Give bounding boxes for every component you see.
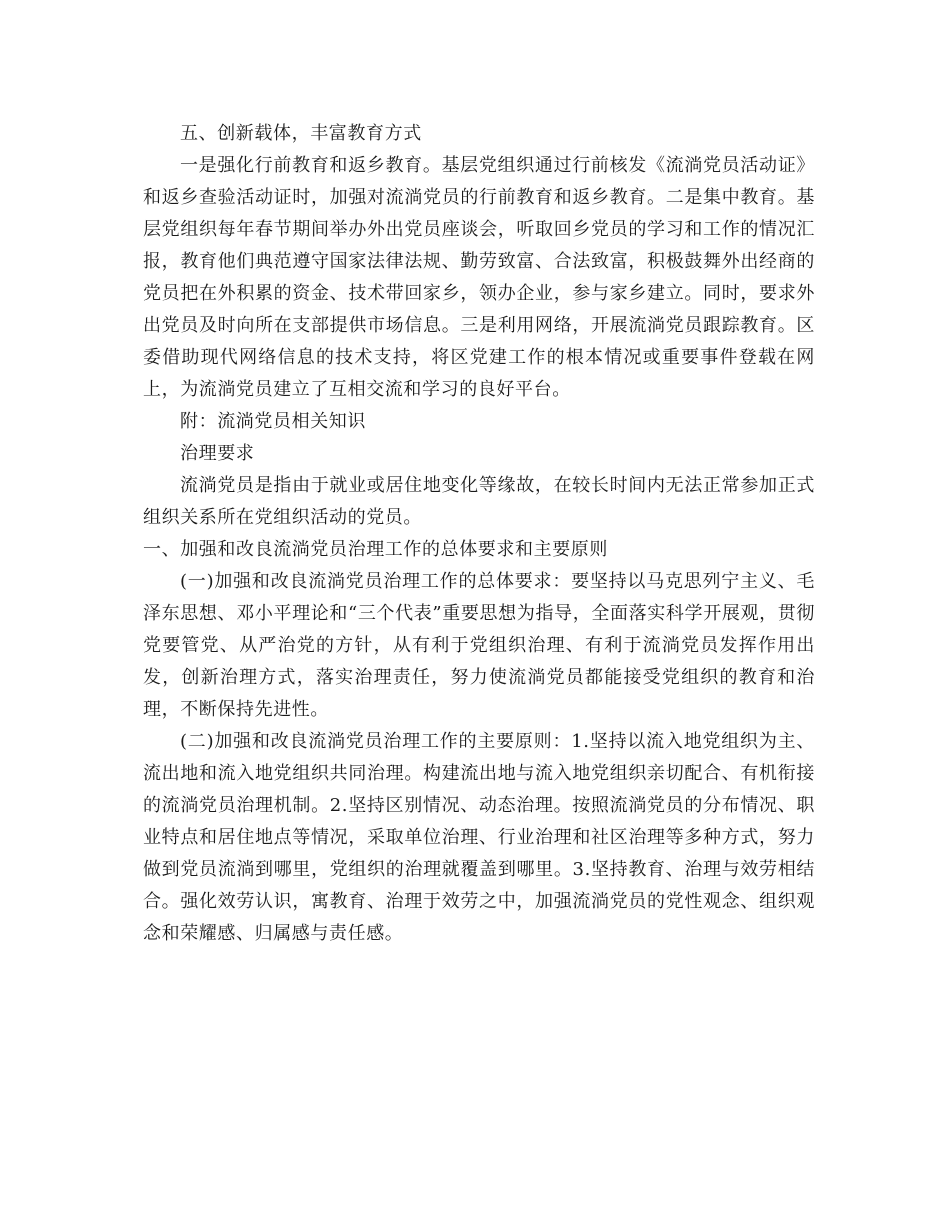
paragraph-main-principles: (二)加强和改良流淌党员治理工作的主要原则：1.坚持以流入地党组织为主、流出地和流入地党组织共同治理。构建流出地与流入地党组织亲切配合、有机衔接的流淌党员治理机制。2.坚持区别情况、动态治理。按照流淌党员的分布情况、职业特点和居住地点等情况，采取单位治理、行业治理和社区治理等多种方式，努力做到党员流淌到哪里，党组织的治理就覆盖到哪里。3.坚持教育、治理与效劳相结合。强化效劳认识，寓教育、治理于效劳之中，加强流淌党员的党性观念、组织观念和荣耀感、归属感与责任感。 <box>143 731 815 944</box>
section-heading-1: 一、加强和改良流淌党员治理工作的总体要求和主要原则 <box>143 539 608 560</box>
document-body <box>143 118 815 950</box>
subheading-requirements: 治理要求 <box>180 443 255 464</box>
appendix-heading: 附：流淌党员相关知识 <box>180 411 366 432</box>
paragraph-education-methods: 一是强化行前教育和返乡教育。基层党组织通过行前核发《流淌党员活动证》和返乡查验活动证时，加强对流淌党员的行前教育和返乡教育。二是集中教育。基层党组织每年春节期间举办外出党员座谈会，听取回乡党员的学习和工作的情况汇报，教育他们典范遵守国家法律法规、勤劳致富、合法致富，积极鼓舞外出经商的党员把在外积累的资金、技术带回家乡，领办企业，参与家乡建立。同时，要求外出党员及时向所在支部提供市场信息。三是利用网络，开展流淌党员跟踪教育。区委借助现代网络信息的技术支持，将区党建工作的根本情况或重要事件登载在网上，为流淌党员建立了互相交流和学习的良好平台。 <box>143 155 815 400</box>
paragraph-general-requirements: (一)加强和改良流淌党员治理工作的总体要求：要坚持以马克思列宁主义、毛泽东思想、邓小平理论和“三个代表”重要思想为指导，全面落实科学开展观，贯彻党要管党、从严治党的方针，从有利于党组织治理、有利于流淌党员发挥作用出发，创新治理方式，落实治理责任，努力使流淌党员都能接受党组织的教育和治理，不断保持先进性。 <box>143 571 815 720</box>
paragraph-definition: 流淌党员是指由于就业或居住地变化等缘故，在较长时间内无法正常参加正式组织关系所在党组织活动的党员。 <box>143 475 815 528</box>
section-heading-5: 五、创新载体，丰富教育方式 <box>180 123 422 144</box>
